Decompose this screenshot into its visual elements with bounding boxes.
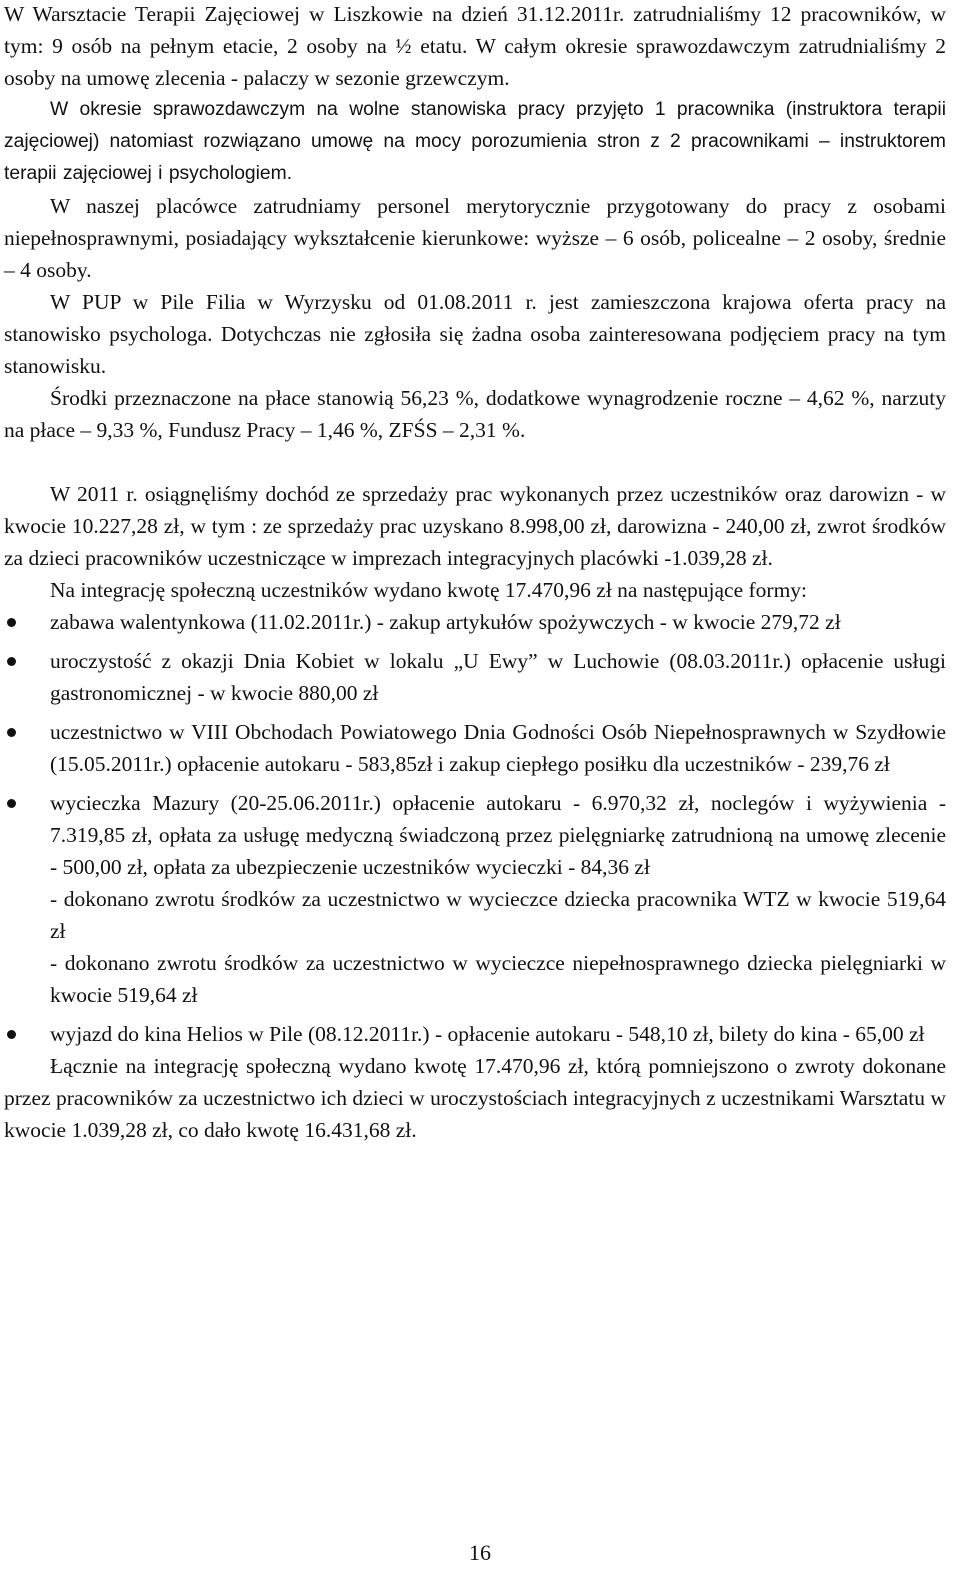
paragraph-income: W 2011 r. osiągnęliśmy dochód ze sprzedaży prac wykonanych przez uczestników oraz darowizn - w kwocie 10.227,28 zł, w tym : ze sprzedaży prac uzyskano 8.998,00 zł, darowizna - 240,00 zł, zwrot środków za dzieci pracowników uczestniczące w imprezach integracyjnych placówki -1.039,28 zł. — [4, 482, 946, 570]
list-item — [4, 645, 946, 709]
list-item — [4, 1018, 946, 1050]
paragraph-staff-changes: W okresie sprawozdawczym na wolne stanowiska pracy przyjęto 1 pracownika (instruktora terapii zajęciowej) natomiast rozwiązano umowę na mocy porozumienia stron z 2 pracownikami – instruktorem terapii zajęciowej i psychologiem. — [4, 99, 946, 184]
bullet-icon — [7, 1030, 16, 1039]
list-item-subnote: - dokonano zwrotu środków za uczestnictwo w wycieczce niepełnosprawnego dziecka pielęgniarki w kwocie 519,64 zł — [50, 951, 946, 1007]
page-number: 16 — [469, 1540, 491, 1565]
list-item — [4, 787, 946, 1011]
paragraph-employment: W Warsztacie Terapii Zajęciowej w Liszkowie na dzień 31.12.2011r. zatrudnialiśmy 12 pracowników, w tym: 9 osób na pełnym etacie, 2 osoby na ½ etatu. W całym okresie sprawozdawczym zatrudnialiśmy 2 osoby na umowę zlecenia - palaczy w sezonie grzewczym. — [4, 2, 946, 90]
list-item-text: wycieczka Mazury (20-25.06.2011r.) opłacenie autokaru - 6.970,32 zł, noclegów i wyżywienia - 7.319,85 zł, opłata za usługę medyczną świadczoną przez pielęgniarkę zatrudnioną na umowę zlecenie - 500,00 zł, opłata za ubezpieczenie uczestników wycieczki - 84,36 zł — [50, 791, 946, 879]
list-item-text: uroczystość z okazji Dnia Kobiet w lokalu „U Ewy” w Luchowie (08.03.2011r.) opłacenie usługi gastronomicznej - w kwocie 880,00 zł — [50, 649, 946, 705]
paragraph-salary-shares: Środki przeznaczone na płace stanowią 56,23 %, dodatkowe wynagrodzenie roczne – 4,62 %, narzuty na płace – 9,33 %, Fundusz Pracy – 1,46 %, ZFŚS – 2,31 %. — [4, 386, 946, 442]
list-item — [4, 606, 946, 638]
document-body — [4, 0, 946, 1146]
list-item-subnote: - dokonano zwrotu środków za uczestnictwo w wycieczce dziecka pracownika WTZ w kwocie 519,64 zł — [50, 887, 946, 943]
bullet-icon — [7, 618, 16, 627]
bullet-icon — [7, 799, 16, 808]
paragraph-job-offer: W PUP w Pile Filia w Wyrzysku od 01.08.2011 r. jest zamieszczona krajowa oferta pracy na stanowisko psychologa. Dotychczas nie zgłosiła się żadna osoba zainteresowana podjęciem pracy na tym stanowisku. — [4, 290, 946, 378]
bullet-icon — [7, 657, 16, 666]
bullet-icon — [7, 728, 16, 737]
paragraph-integration-total: Łącznie na integrację społeczną wydano kwotę 17.470,96 zł, którą pomniejszono o zwroty dokonane przez pracowników za uczestnictwo ich dzieci w uroczystościach integracyjnych z uczestnikami Warsztatu w kwocie 1.039,28 zł, co dało kwotę 16.431,68 zł. — [4, 1054, 946, 1142]
paragraph-staff-qualifications: W naszej placówce zatrudniamy personel merytorycznie przygotowany do pracy z osobami niepełnosprawnymi, posiadający wykształcenie kierunkowe: wyższe – 6 osób, policealne – 2 osoby, średnie – 4 osoby. — [4, 194, 946, 282]
paragraph-integration-intro: Na integrację społeczną uczestników wydano kwotę 17.470,96 zł na następujące formy: — [50, 578, 808, 602]
integration-expenses-list — [4, 606, 946, 1050]
list-item-text: wyjazd do kina Helios w Pile (08.12.2011r.) - opłacenie autokaru - 548,10 zł, bilety do kina - 65,00 zł — [50, 1022, 925, 1046]
list-item-text: zabawa walentynkowa (11.02.2011r.) - zakup artykułów spożywczych - w kwocie 279,72 zł — [50, 610, 841, 634]
list-item — [4, 716, 946, 780]
list-item-text: uczestnictwo w VIII Obchodach Powiatowego Dnia Godności Osób Niepełnosprawnych w Szydłowie (15.05.2011r.) opłacenie autokaru - 583,85zł i zakup ciepłego posiłku dla uczestników - 239,76 zł — [50, 720, 946, 776]
